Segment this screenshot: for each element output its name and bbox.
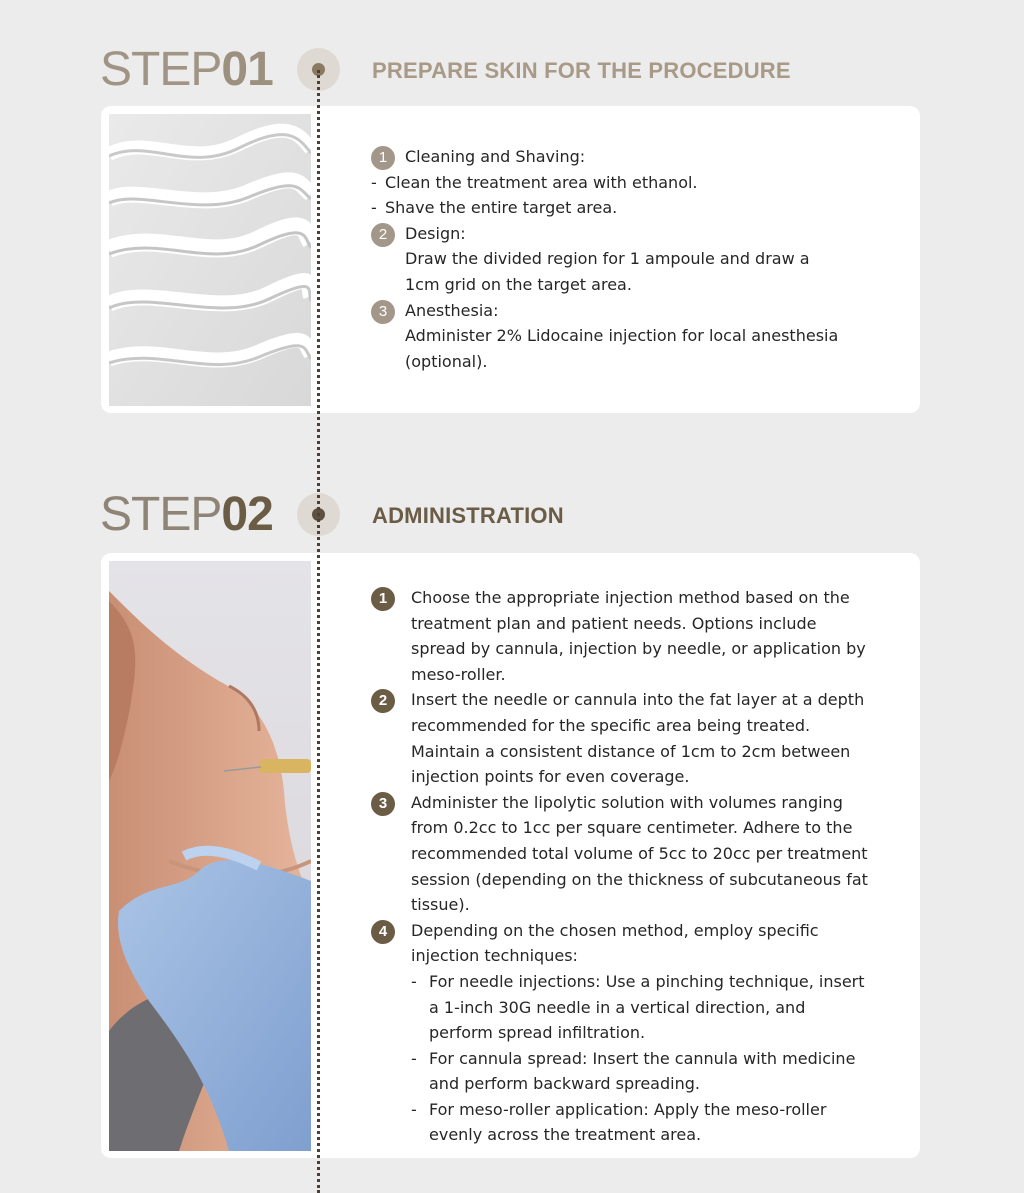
sub-item-text: For meso-roller application: Apply the meso-roller evenly across the treatment area. xyxy=(429,1099,827,1145)
step-01-title: PREPARE SKIN FOR THE PROCEDURE xyxy=(372,58,791,83)
sub-item-text: Shave the entire target area. xyxy=(385,198,618,218)
step-01-list xyxy=(371,144,841,374)
item-text: Choose the appropriate injection method based on the treatment plan and patient needs. Options include spread by cannula, injection by needle, or application by meso-roller. xyxy=(411,588,866,684)
dash-marker: - xyxy=(371,172,377,192)
number-badge: 1 xyxy=(371,587,395,611)
step-02-list xyxy=(371,585,871,1148)
list-item xyxy=(371,298,841,324)
dash-marker: - xyxy=(411,971,417,991)
step-02-card xyxy=(101,553,920,1158)
timeline-dotted-line xyxy=(317,70,320,1193)
step-number: 02 xyxy=(221,488,273,541)
item-body-text: Draw the divided region for 1 ampoule and draw a 1cm grid on the target area. xyxy=(405,249,810,294)
number-badge: 2 xyxy=(371,689,395,713)
sub-item-text: Clean the treatment area with ethanol. xyxy=(385,172,698,192)
list-item xyxy=(371,144,841,170)
step-02-title: ADMINISTRATION xyxy=(372,503,564,528)
step-01-label xyxy=(100,43,273,106)
item-heading: Cleaning and Shaving: xyxy=(405,147,586,166)
number-badge: 3 xyxy=(371,792,395,816)
item-heading: Anesthesia: xyxy=(405,300,499,320)
item-heading: Design: xyxy=(405,223,466,243)
list-item xyxy=(371,790,871,918)
item-body-text: Administer 2% Lidocaine injection for local anesthesia (optional). xyxy=(405,326,839,371)
item-text: Insert the needle or cannula into the fat layer at a depth recommended for the specific area being treated. Maintain a consistent distance of 1cm to 2cm between injection points for even coverage. xyxy=(411,690,865,787)
step-01-card xyxy=(101,106,920,413)
list-item xyxy=(371,918,871,1148)
step-word: STEP xyxy=(100,488,222,541)
list-item xyxy=(371,687,871,789)
step-word: STEP xyxy=(100,43,222,96)
number-badge: 4 xyxy=(371,920,395,944)
list-item xyxy=(371,585,871,687)
number-badge: 2 xyxy=(371,223,395,247)
dash-marker: - xyxy=(411,1099,417,1119)
step-number: 01 xyxy=(221,43,273,96)
item-body xyxy=(371,323,841,374)
step-02-label xyxy=(100,488,273,551)
dash-marker: - xyxy=(371,198,377,218)
number-badge: 1 xyxy=(371,146,395,170)
item-body xyxy=(371,246,841,297)
sub-item xyxy=(411,969,871,1046)
sub-item xyxy=(371,170,841,196)
sub-item xyxy=(371,195,841,221)
number-badge: 3 xyxy=(371,300,395,324)
item-text: Administer the lipolytic solution with volumes ranging from 0.2cc to 1cc per square centimeter. Adhere to the recommended total volume of 5cc to 20cc per treatment session (depending on the thickness of subcutaneous fat tissue). xyxy=(411,792,868,915)
cream-texture-image xyxy=(109,114,311,406)
sub-item-text: For cannula spread: Insert the cannula with medicine and perform backward spreading. xyxy=(429,1048,856,1094)
sub-item-text: For needle injections: Use a pinching technique, insert a 1-inch 30G needle in a vertical direction, and perform spread infiltration. xyxy=(429,971,865,1043)
item-text: Depending on the chosen method, employ specific injection techniques: xyxy=(411,920,819,966)
sub-item xyxy=(411,1046,871,1097)
sub-item xyxy=(411,1097,871,1148)
dash-marker: - xyxy=(411,1048,417,1068)
list-item xyxy=(371,221,841,247)
injection-photo xyxy=(109,561,311,1151)
